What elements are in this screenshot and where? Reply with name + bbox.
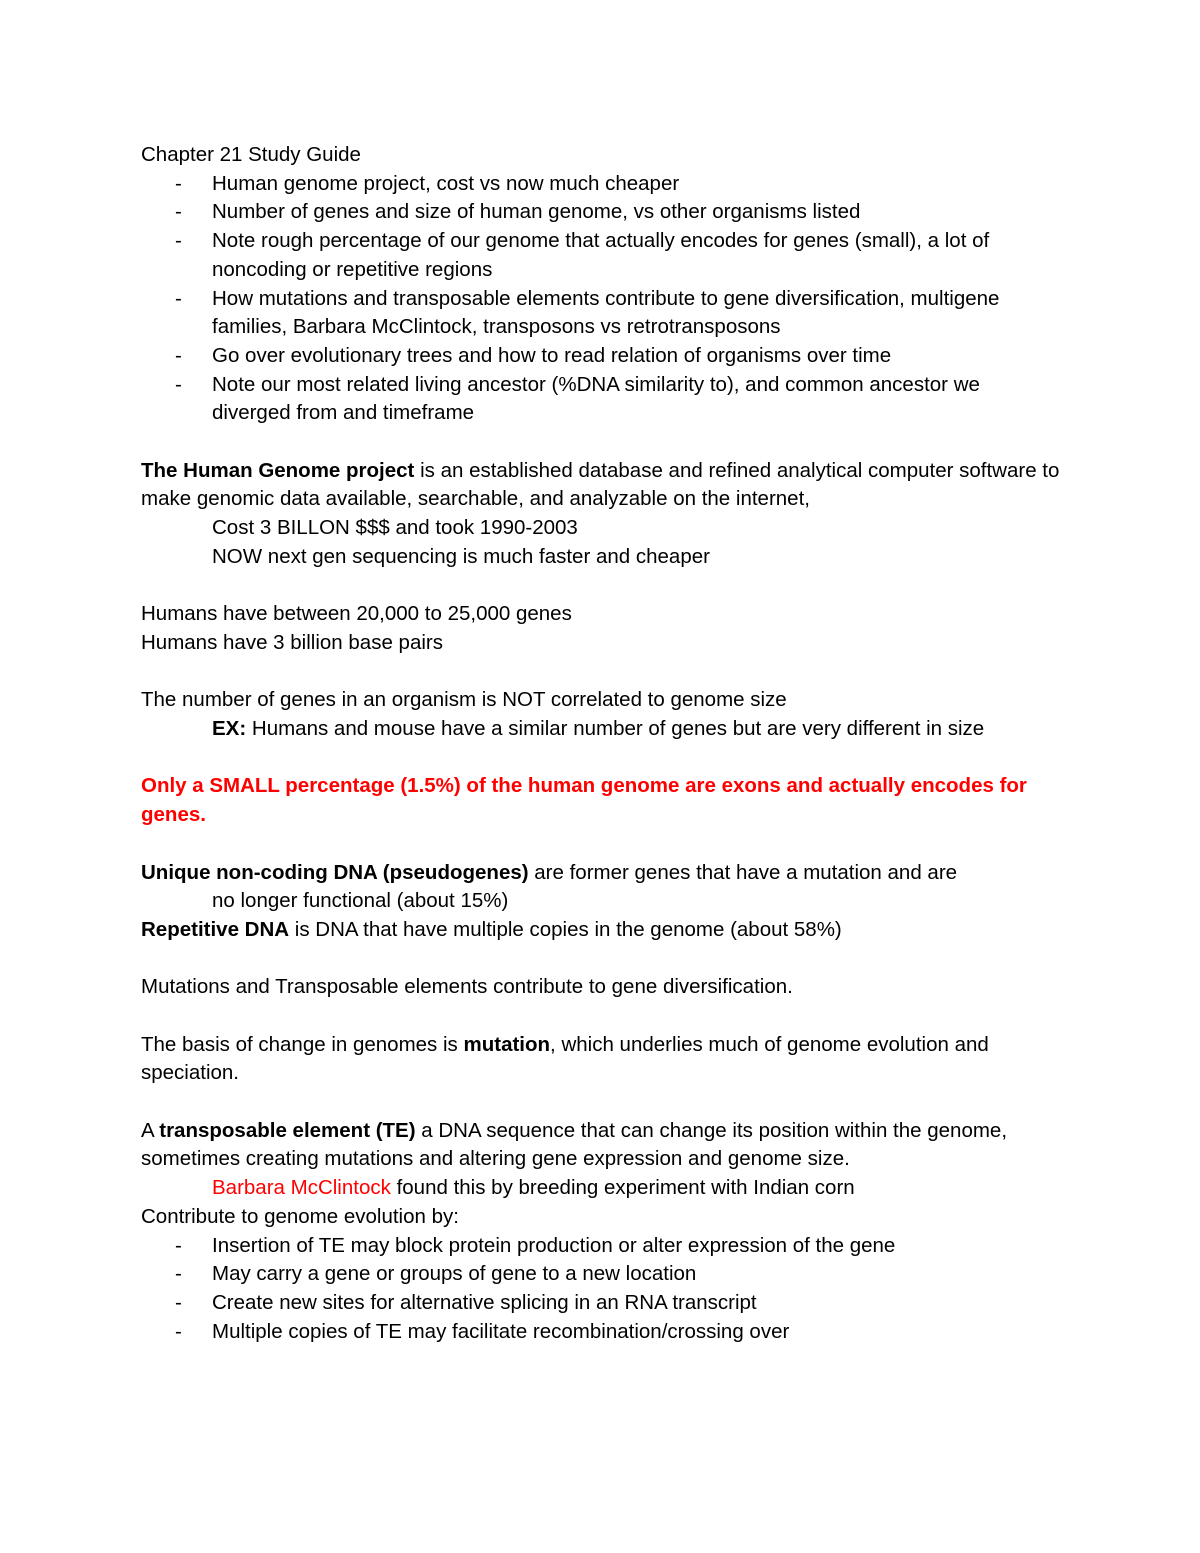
mcclintock-line — [141, 1174, 1061, 1203]
noncoding-continued: no longer functional (about 15%) — [212, 889, 509, 913]
document-page — [141, 141, 1061, 1346]
repetitive-term: Repetitive DNA — [141, 917, 290, 941]
spacer — [141, 658, 1061, 687]
study-outline-list — [141, 170, 1061, 428]
te-term: transposable element (TE) — [159, 1118, 416, 1142]
small-percentage-note — [141, 772, 1061, 829]
dash-bullet: - — [175, 1233, 182, 1257]
dash-bullet: - — [175, 372, 182, 396]
list-item: - Number of genes and size of human genome, vs other organisms listed — [141, 198, 1061, 227]
base-pairs: Humans have 3 billion base pairs — [141, 630, 443, 654]
list-item: - Note rough percentage of our genome that actually encodes for genes (small), a lot of noncoding or repetitive regions — [175, 229, 990, 281]
spacer — [141, 572, 1061, 601]
basis-before: The basis of change in genomes is — [141, 1032, 464, 1056]
list-item: - May carry a gene or groups of gene to a new location — [141, 1260, 1061, 1289]
hgp-paragraph — [141, 457, 1061, 514]
dash-bullet: - — [175, 171, 182, 195]
dash-bullet: - — [175, 1291, 182, 1314]
dash-bullet: - — [175, 343, 182, 367]
dash-bullet: - — [175, 1319, 182, 1343]
basis-after: , which underlies much of genome evolution and speciation. — [141, 1032, 989, 1085]
te-after: a DNA sequence that can change its position within the genome, sometimes creating mutations and altering gene expression and genome size. — [141, 1118, 1008, 1171]
mcclintock-name: Barbara McClintock — [212, 1176, 391, 1200]
gene-count: Humans have between 20,000 to 25,000 genes — [141, 602, 572, 626]
list-item: - Go over evolutionary trees and how to read relation of organisms over time — [141, 342, 1061, 371]
example-label: EX: — [212, 717, 247, 741]
list-item: - Human genome project, cost vs now much cheaper — [141, 170, 1061, 199]
te-paragraph — [141, 1117, 1061, 1174]
spacer — [141, 1002, 1061, 1031]
repetitive-line — [141, 916, 1061, 945]
spacer — [141, 945, 1061, 974]
list-item: - Insertion of TE may block protein production or alter expression of the gene — [141, 1232, 1061, 1261]
hgp-term: The Human Genome project — [141, 458, 415, 482]
small-percentage-text: Only a SMALL percentage (1.5%) of the human genome are exons and actually encodes for genes. — [141, 774, 1027, 827]
dash-bullet: - — [175, 286, 182, 310]
contribute-heading: Contribute to genome evolution by: — [141, 1204, 459, 1228]
mcclintock-text: found this by breeding experiment with Indian corn — [390, 1176, 855, 1200]
mutations-statement: Mutations and Transposable elements contribute to gene diversification. — [141, 975, 793, 999]
list-item: - Note our most related living ancestor (%DNA similarity to), and common ancestor we diverged from and timeframe — [175, 372, 980, 425]
correlation-example — [141, 715, 1061, 744]
document-title: Chapter 21 Study Guide — [141, 143, 361, 166]
te-contributions-list — [141, 1232, 1061, 1347]
te-before: A — [141, 1118, 160, 1142]
list-item: - Multiple copies of TE may facilitate recombination/crossing over — [141, 1318, 1061, 1347]
example-text: Humans and mouse have a similar number of genes but are very different in size — [246, 717, 985, 741]
correlation-statement: The number of genes in an organism is NOT correlated to genome size — [141, 688, 787, 712]
spacer — [141, 428, 1061, 457]
noncoding-term: Unique non-coding DNA (pseudogenes) — [141, 860, 529, 884]
dash-bullet: - — [175, 229, 182, 253]
repetitive-text: is DNA that have multiple copies in the genome (about 58%) — [289, 917, 842, 941]
spacer — [141, 744, 1061, 773]
noncoding-text: are former genes that have a mutation and are — [528, 860, 958, 884]
list-item: - How mutations and transposable elements contribute to gene diversification, multigene families, Barbara McClintock, transposons vs retrotransposons — [175, 286, 1000, 339]
hgp-definition: is an established database and refined analytical computer software to make genomic data available, searchable, and analyzable on the internet, — [141, 458, 1060, 511]
basis-paragraph — [141, 1031, 1061, 1088]
dash-bullet: - — [175, 200, 182, 224]
list-item: - Create new sites for alternative splicing in an RNA transcript — [141, 1289, 1061, 1318]
dash-bullet: - — [175, 1262, 182, 1286]
spacer — [141, 1088, 1061, 1117]
hgp-cost: Cost 3 BILLON $$$ and took 1990-2003 — [212, 516, 578, 540]
hgp-now: NOW next gen sequencing is much faster and cheaper — [212, 544, 710, 568]
noncoding-line — [141, 859, 1061, 888]
spacer — [141, 830, 1061, 859]
mutation-term: mutation — [463, 1032, 551, 1056]
